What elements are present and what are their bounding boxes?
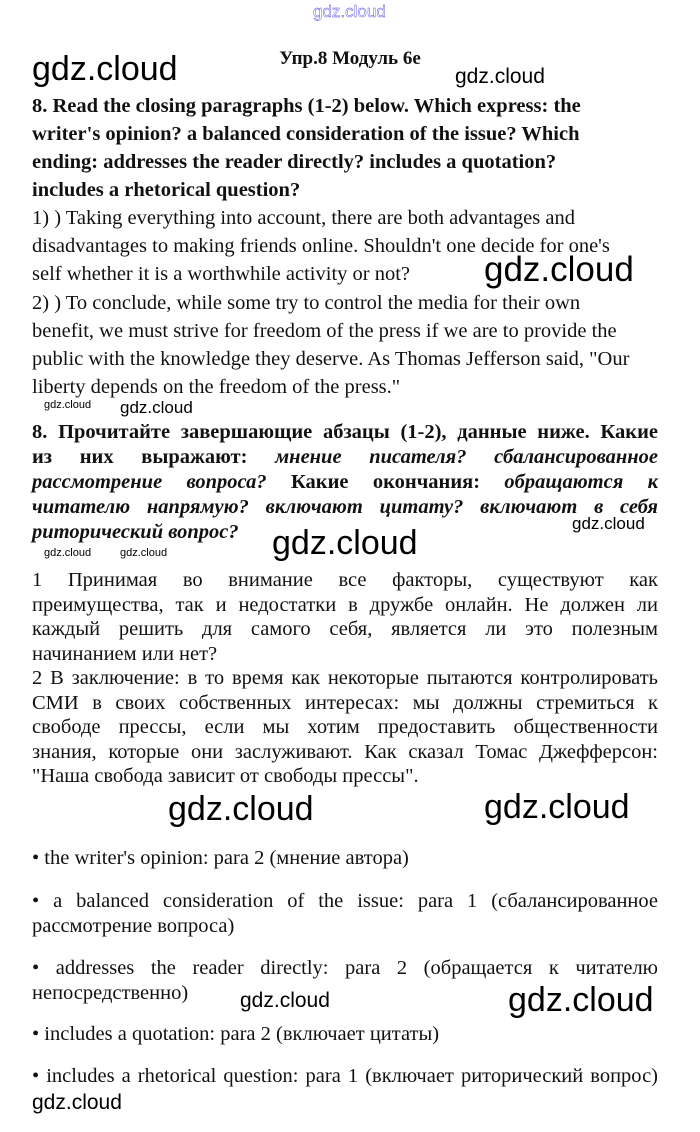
watermark: gdz.cloud [484,788,630,826]
watermark: gdz.cloud [272,524,418,562]
text-segment: рассмотрение вопроса) [32,915,235,937]
english-paragraph-1-line [32,206,658,230]
text-segment: self whether it is a worthwhile activity or not? [32,263,411,285]
text-segment: преимущества, так и недостатки в дружбе онлайн. Не должен ли [32,594,658,616]
answer-balanced-consideration-line [32,889,658,913]
watermark: gdz.cloud [120,398,193,417]
russian-paragraph-1-line [32,593,658,617]
text-segment: liberty depends on the freedom of the press." [32,376,401,398]
text-segment: рассмотрение вопроса? [32,471,291,493]
text-segment: disadvantages to making friends online. Shouldn't one decide for one's [32,235,610,257]
english-task-line [32,178,658,202]
text-segment: 2) ) To conclude, while some try to control the media for their own [32,292,581,314]
text-segment: свободе прессы, если мы хотим предоставить общественности [32,716,658,738]
text-segment: 1 Принимая во внимание все факторы, существуют как [32,569,658,591]
text-segment: • includes a rhetorical question: para 1 (включает риторический вопрос) [32,1065,658,1087]
russian-task-line [32,420,658,444]
text-segment: каждый решить для самого себя, является ли это полезным [32,618,658,640]
english-paragraph-2-line [32,375,658,399]
text-segment: мнение писателя? сбалансированное [275,446,658,468]
answer-balanced-consideration-line [32,914,658,938]
watermark: gdz.cloud [120,547,168,559]
english-task-line [32,94,658,118]
text-segment: СМИ в своих собственных интересах: мы должны стремиться к [32,692,658,714]
watermark: gdz.cloud [168,790,314,828]
english-task-line [32,150,658,174]
text-segment: начинанием или нет? [32,643,218,665]
text-segment: 2 В заключение: в то время как некоторые пытаются контролировать [32,667,658,689]
english-task-line [32,122,658,146]
text-segment: writer's opinion? a balanced consideration of the issue? Which [32,123,580,145]
watermark: gdz.cloud [572,514,645,533]
text-segment: читателю напрямую? включают цитату? включают в себя [32,496,658,518]
text-segment: 8. Прочитайте завершающие абзацы (1-2), данные ниже. Какие [32,421,658,443]
watermark: gdz.cloud [508,981,654,1019]
answer-quotation-line [32,1022,658,1046]
russian-task-line [32,495,658,519]
russian-paragraph-2-line [32,715,658,739]
russian-task-line [32,470,658,494]
text-segment: непосредственно) [32,982,189,1004]
text-segment: public with the knowledge they deserve. As Thomas Jefferson said, "Our [32,348,630,370]
watermark: gdz.cloud [484,250,634,289]
text-segment: "Наша свобода зависит от свободы прессы". [32,765,419,787]
text-segment: • addresses the reader directly: para 2 (обращается к читателю [32,957,658,979]
english-paragraph-2-line [32,291,658,315]
text-segment: 8. Read the closing paragraphs (1-2) below. Which express: the [32,95,581,117]
text-segment: из них выражают: [32,446,276,468]
text-segment: Какие окончания: [290,471,505,493]
watermark: gdz.cloud [32,50,178,88]
watermark: gdz.cloud [455,65,545,88]
text-segment: риторический вопрос? [32,521,239,543]
watermark: gdz.cloud [32,1091,122,1114]
english-paragraph-2-line [32,347,658,371]
russian-paragraph-2-line [32,740,658,764]
page-title: Упр.8 Модуль 6е [279,48,421,69]
russian-paragraph-2-line [32,666,658,690]
russian-paragraph-1-line [32,617,658,641]
text-segment: includes a rhetorical question? [32,179,301,201]
text-segment: знания, которые они заслуживают. Как сказал Томас Джефферсон: [32,741,658,763]
text-segment: • a balanced consideration of the issue: para 1 (сбалансированное [32,890,658,912]
watermark: gdz.cloud [313,2,386,21]
text-segment: обращаются к [504,471,658,493]
text-segment: 1) ) Taking everything into account, there are both advantages and [32,207,575,229]
russian-paragraph-1-line [32,568,658,592]
answer-addresses-reader-line [32,956,658,980]
text-segment: • includes a quotation: para 2 (включает цитаты) [32,1023,440,1045]
answer-rhetorical-question-line [32,1064,658,1088]
watermark: gdz.cloud [44,399,92,411]
english-paragraph-2-line [32,319,658,343]
russian-task-line [32,445,658,469]
russian-paragraph-1-line [32,642,658,666]
russian-paragraph-2-line [32,764,658,788]
russian-paragraph-2-line [32,691,658,715]
text-segment: benefit, we must strive for freedom of the press if we are to provide the [32,320,617,342]
watermark: gdz.cloud [44,547,92,559]
watermark: gdz.cloud [240,989,330,1012]
text-segment: ending: addresses the reader directly? includes a quotation? [32,151,557,173]
text-segment: • the writer's opinion: para 2 (мнение автора) [32,847,409,869]
answer-writers-opinion-line [32,846,658,870]
